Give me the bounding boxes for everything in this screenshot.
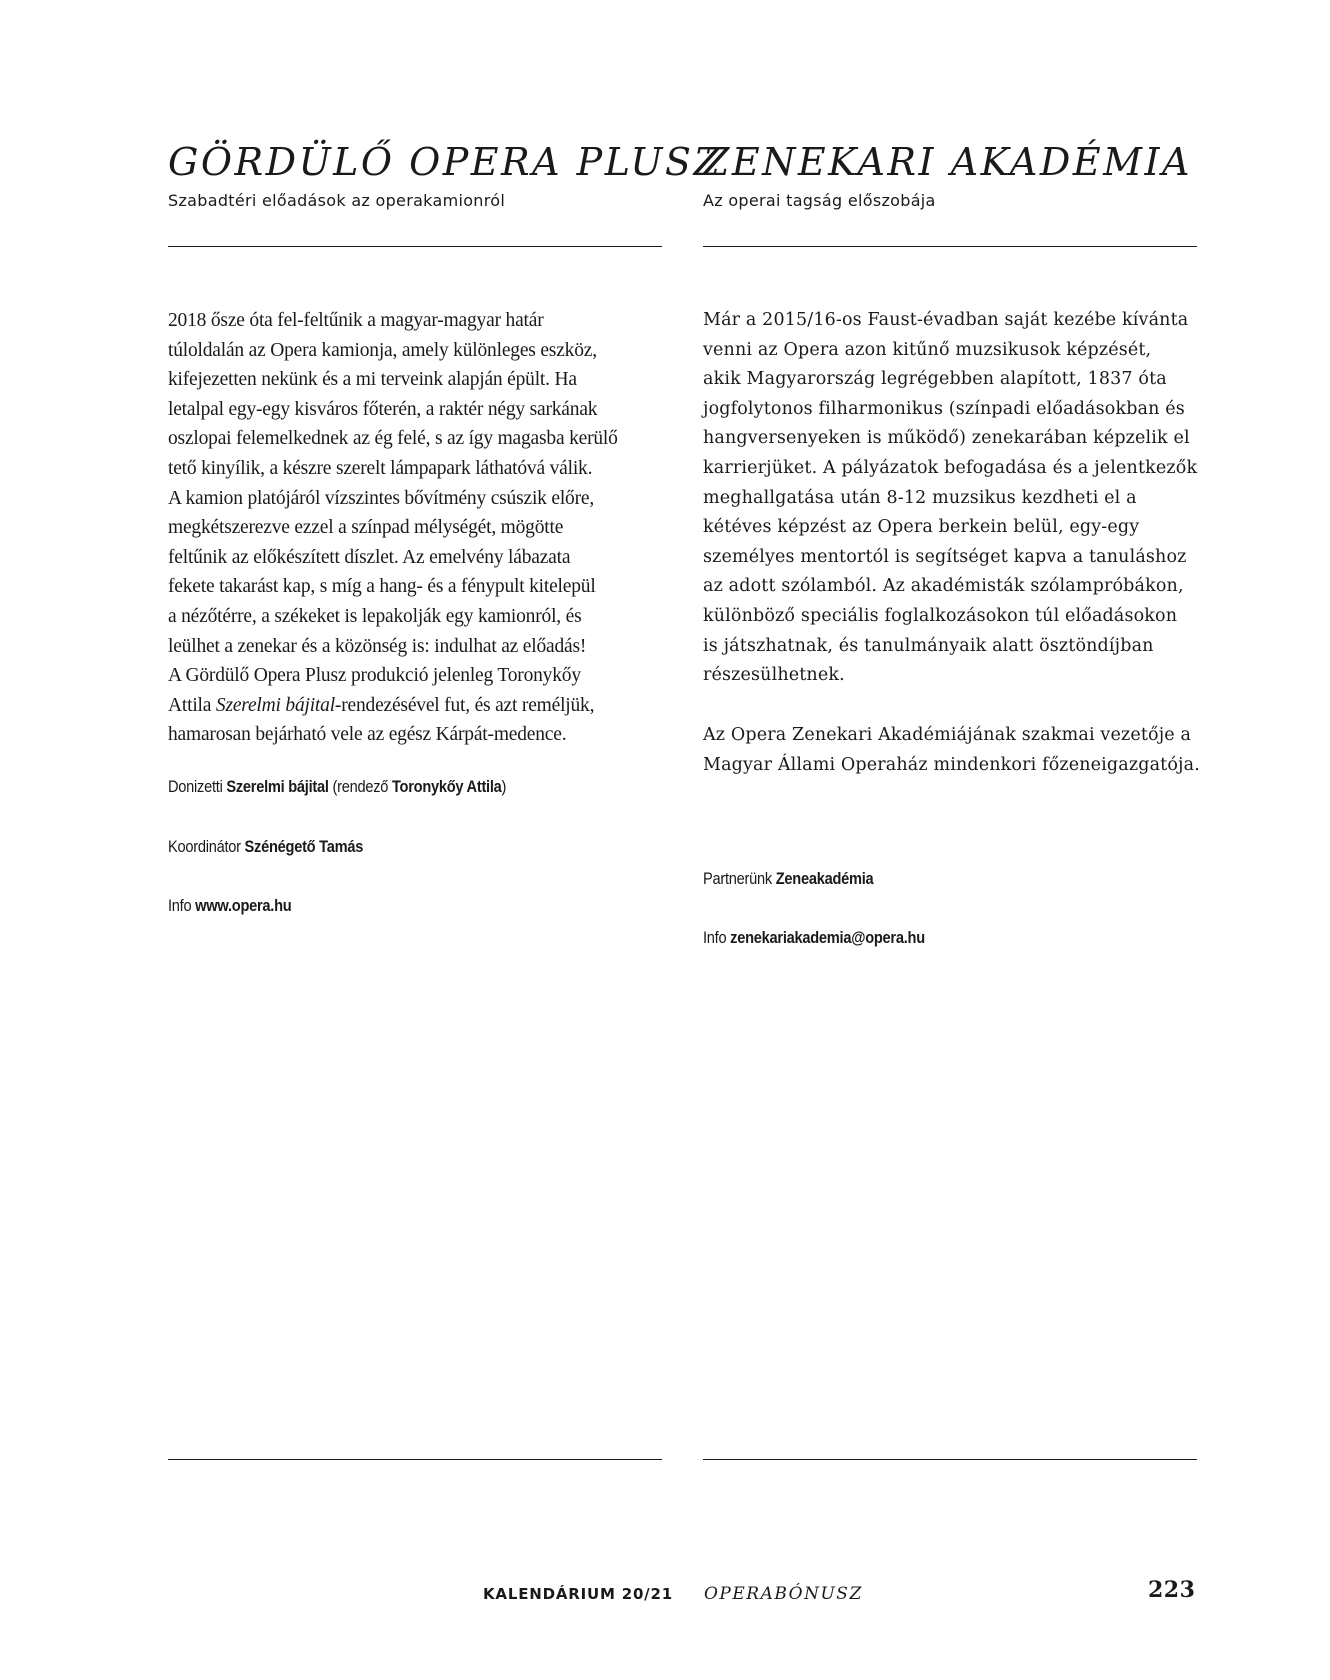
right-body-line: részesülhetnek. [703,665,845,686]
left-body-line: hamarosan bejárható vele az egész Kárpát-medence. [168,724,567,746]
right-top-rule [703,246,1197,247]
credit-label: Info [703,928,731,947]
credit-value: Zeneakadémia [775,869,874,888]
right-body-line: személyes mentortól is segítséget kapva a tanuláshoz [703,546,1187,567]
credit-punct: ) [501,777,507,796]
credit-work: Szerelmi bájital [226,777,329,796]
credit-label: Partnerünk [703,869,776,888]
left-body-text [168,306,618,750]
left-body-line: letalpal egy-egy kisváros főterén, a raktér négy sarkának [168,398,598,420]
right-subtitle: Az operai tagság előszobája [703,191,936,210]
left-body-line: A kamion platójáról vízszintes bővítmény csúszik előre, [168,487,595,509]
left-body-line: oszlopai felemelkednek az ég felé, s az így magasba kerülő [168,428,618,450]
credit-value: Szénégető Tamás [244,837,364,856]
credit-label: Donizetti [168,777,227,796]
page-number: 223 [1148,1577,1196,1603]
left-body-line: túloldalán az Opera kamionja, amely különleges eszköz, [168,339,597,361]
left-credit-info [168,895,291,917]
right-body-line: Magyar Állami Operaház mindenkori főzeneigazgatója. [703,754,1200,775]
left-body-line: kifejezetten nekünk és a mi terveink alapján épült. Ha [168,369,577,391]
left-title: GÖRDÜLŐ OPERA PLUSZ [168,140,723,184]
credit-email-link[interactable]: zenekariakademia@opera.hu [730,928,925,947]
left-top-rule [168,246,662,247]
right-body-line: különböző speciális foglalkozásokon túl előadásokon [703,605,1178,626]
left-body-line: a nézőtérre, a székeket is lepakolják egy kamionról, és [168,605,582,627]
left-body-line: A Gördülő Opera Plusz produkció jelenleg Toronykőy [168,665,581,687]
left-credit-production [168,776,506,798]
right-credit-info [703,927,925,949]
left-body-line [168,691,618,721]
right-body-line: Már a 2015/16-os Faust-évadban saját kezébe kívánta [703,310,1189,330]
left-body-line: fekete takarást kap, s míg a hang- és a fénypult kitelepül [168,576,596,598]
left-body-line: leülhet a zenekar és a közönség is: indulhat az előadás! [168,635,587,657]
left-body-line: tető kinyílik, a készre szerelt lámpapark láthatóvá válik. [168,457,593,479]
left-body-text-pre: Attila [168,694,216,716]
footer-publication: KALENDÁRIUM 20/21 [483,1585,673,1603]
right-body-line: az adott szólamból. Az akadémisták szólampróbákon, [703,576,1184,597]
right-body-line: jogfolytonos filharmonikus (színpadi előadásokban és [703,398,1185,419]
credit-label: (rendező [328,777,392,796]
left-body-line: 2018 ősze óta fel-feltűnik a magyar-magyar határ [168,310,544,331]
right-body-line: venni az Opera azon kitűnő muzsikusok képzését, [703,339,1152,360]
left-bottom-rule [168,1459,662,1460]
left-body-line: megkétszerezve ezzel a színpad mélységét, mögötte [168,517,564,539]
right-body-line: akik Magyarország legrégebben alapított, 1837 óta [703,369,1167,390]
left-credit-coordinator [168,836,363,858]
left-subtitle: Szabadtéri előadások az operakamionról [168,191,506,210]
credit-label: Info [168,896,196,915]
right-body-line: hangversenyeken is működő) zenekarában képzelik el [703,428,1190,449]
right-body-line: karrierjüket. A pályázatok befogadása és a jelentkezők [703,457,1198,478]
credit-director: Toronykőy Attila [391,777,502,796]
credit-link[interactable]: www.opera.hu [195,896,292,915]
left-body-text-italic: Szerelmi bájital [215,694,335,716]
right-body-text [703,306,1197,691]
right-body-line: kétéves képzést az Opera berkein belül, egy-egy [703,517,1140,538]
right-title: ZENEKARI AKADÉMIA [703,140,1192,184]
right-body-para2 [703,721,1200,780]
right-body-line: Az Opera Zenekari Akadémiájának szakmai vezetője a [703,725,1192,745]
right-body-line: is játszhatnak, és tanulmányaik alatt ösztöndíjban [703,635,1154,656]
right-credit-partner [703,868,873,890]
right-bottom-rule [703,1459,1197,1460]
left-body-line: feltűnik az előkészített díszlet. Az emelvény lábazata [168,546,571,568]
credit-label: Koordinátor [168,837,245,856]
left-body-text-post: -rendezésével fut, és azt reméljük, [334,694,595,716]
footer-section: OPERABÓNUSZ [704,1584,863,1604]
right-body-line: meghallgatása után 8-12 muzsikus kezdheti el a [703,487,1137,508]
